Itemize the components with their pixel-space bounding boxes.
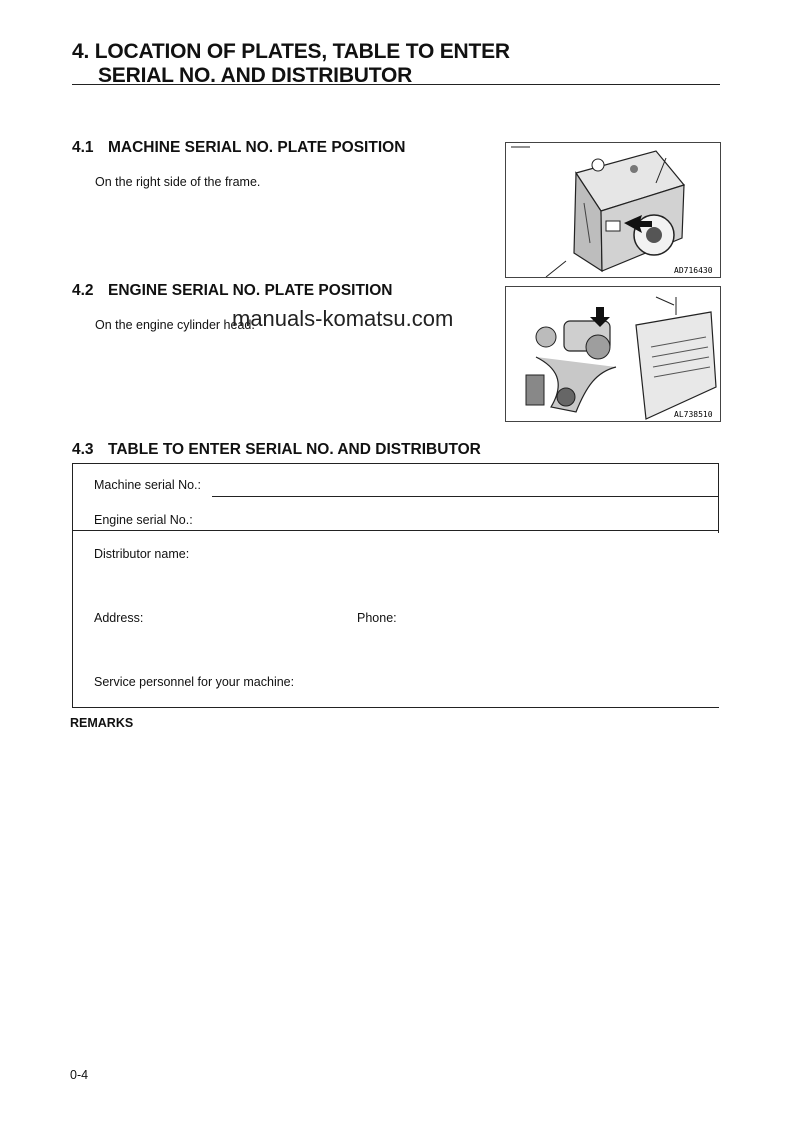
service-personnel-label: Service personnel for your machine: xyxy=(94,675,295,689)
table-right-border xyxy=(718,463,719,533)
page-number: 0-4 xyxy=(70,1068,89,1082)
section-4-3-number: 4.3 xyxy=(72,441,94,458)
page-title-line2: SERIAL NO. AND DISTRIBUTOR xyxy=(98,64,413,87)
engine-serial-plate-figure xyxy=(505,286,721,422)
address-phone-field[interactable] xyxy=(72,627,719,667)
phone-label: Phone: xyxy=(357,611,397,625)
section-4-2-title: ENGINE SERIAL NO. PLATE POSITION xyxy=(108,282,393,299)
distributor-name-field[interactable] xyxy=(72,563,719,603)
figure-code-4-1: AD716430 xyxy=(674,266,713,275)
section-4-2-number: 4.2 xyxy=(72,282,94,299)
serial-distributor-table xyxy=(72,463,719,708)
engine-serial-label: Engine serial No.: xyxy=(94,513,193,527)
section-4-2-heading xyxy=(72,282,393,300)
machine-serial-label: Machine serial No.: xyxy=(94,478,201,492)
section-4-3-heading xyxy=(72,441,481,459)
section-4-1-number: 4.1 xyxy=(72,139,94,156)
service-personnel-field[interactable] xyxy=(72,707,719,708)
page-title xyxy=(72,40,510,88)
figure-code-4-2: AL738510 xyxy=(674,410,713,419)
machine-serial-plate-figure xyxy=(505,142,721,278)
table-top-border xyxy=(72,463,719,464)
address-label: Address: xyxy=(94,611,144,625)
section-4-1-title: MACHINE SERIAL NO. PLATE POSITION xyxy=(108,139,406,156)
section-4-1-heading xyxy=(72,139,405,157)
machine-frame-illustration xyxy=(506,143,720,277)
title-underline xyxy=(72,84,720,85)
watermark-text: manuals-komatsu.com xyxy=(232,306,454,331)
section-4-3-title: TABLE TO ENTER SERIAL NO. AND DISTRIBUTOR xyxy=(108,441,481,458)
serial-plate-marker xyxy=(606,221,620,231)
machine-serial-field[interactable] xyxy=(212,496,719,497)
section-4-1-text: On the right side of the frame. xyxy=(95,175,261,189)
remarks-label: REMARKS xyxy=(70,716,134,730)
engine-illustration xyxy=(506,287,720,421)
section-4-2-text: On the engine cylinder head. xyxy=(95,318,255,332)
engine-serial-field[interactable] xyxy=(72,530,719,531)
distributor-name-label: Distributor name: xyxy=(94,547,190,561)
page-title-line1: 4. LOCATION OF PLATES, TABLE TO ENTER xyxy=(72,40,510,63)
